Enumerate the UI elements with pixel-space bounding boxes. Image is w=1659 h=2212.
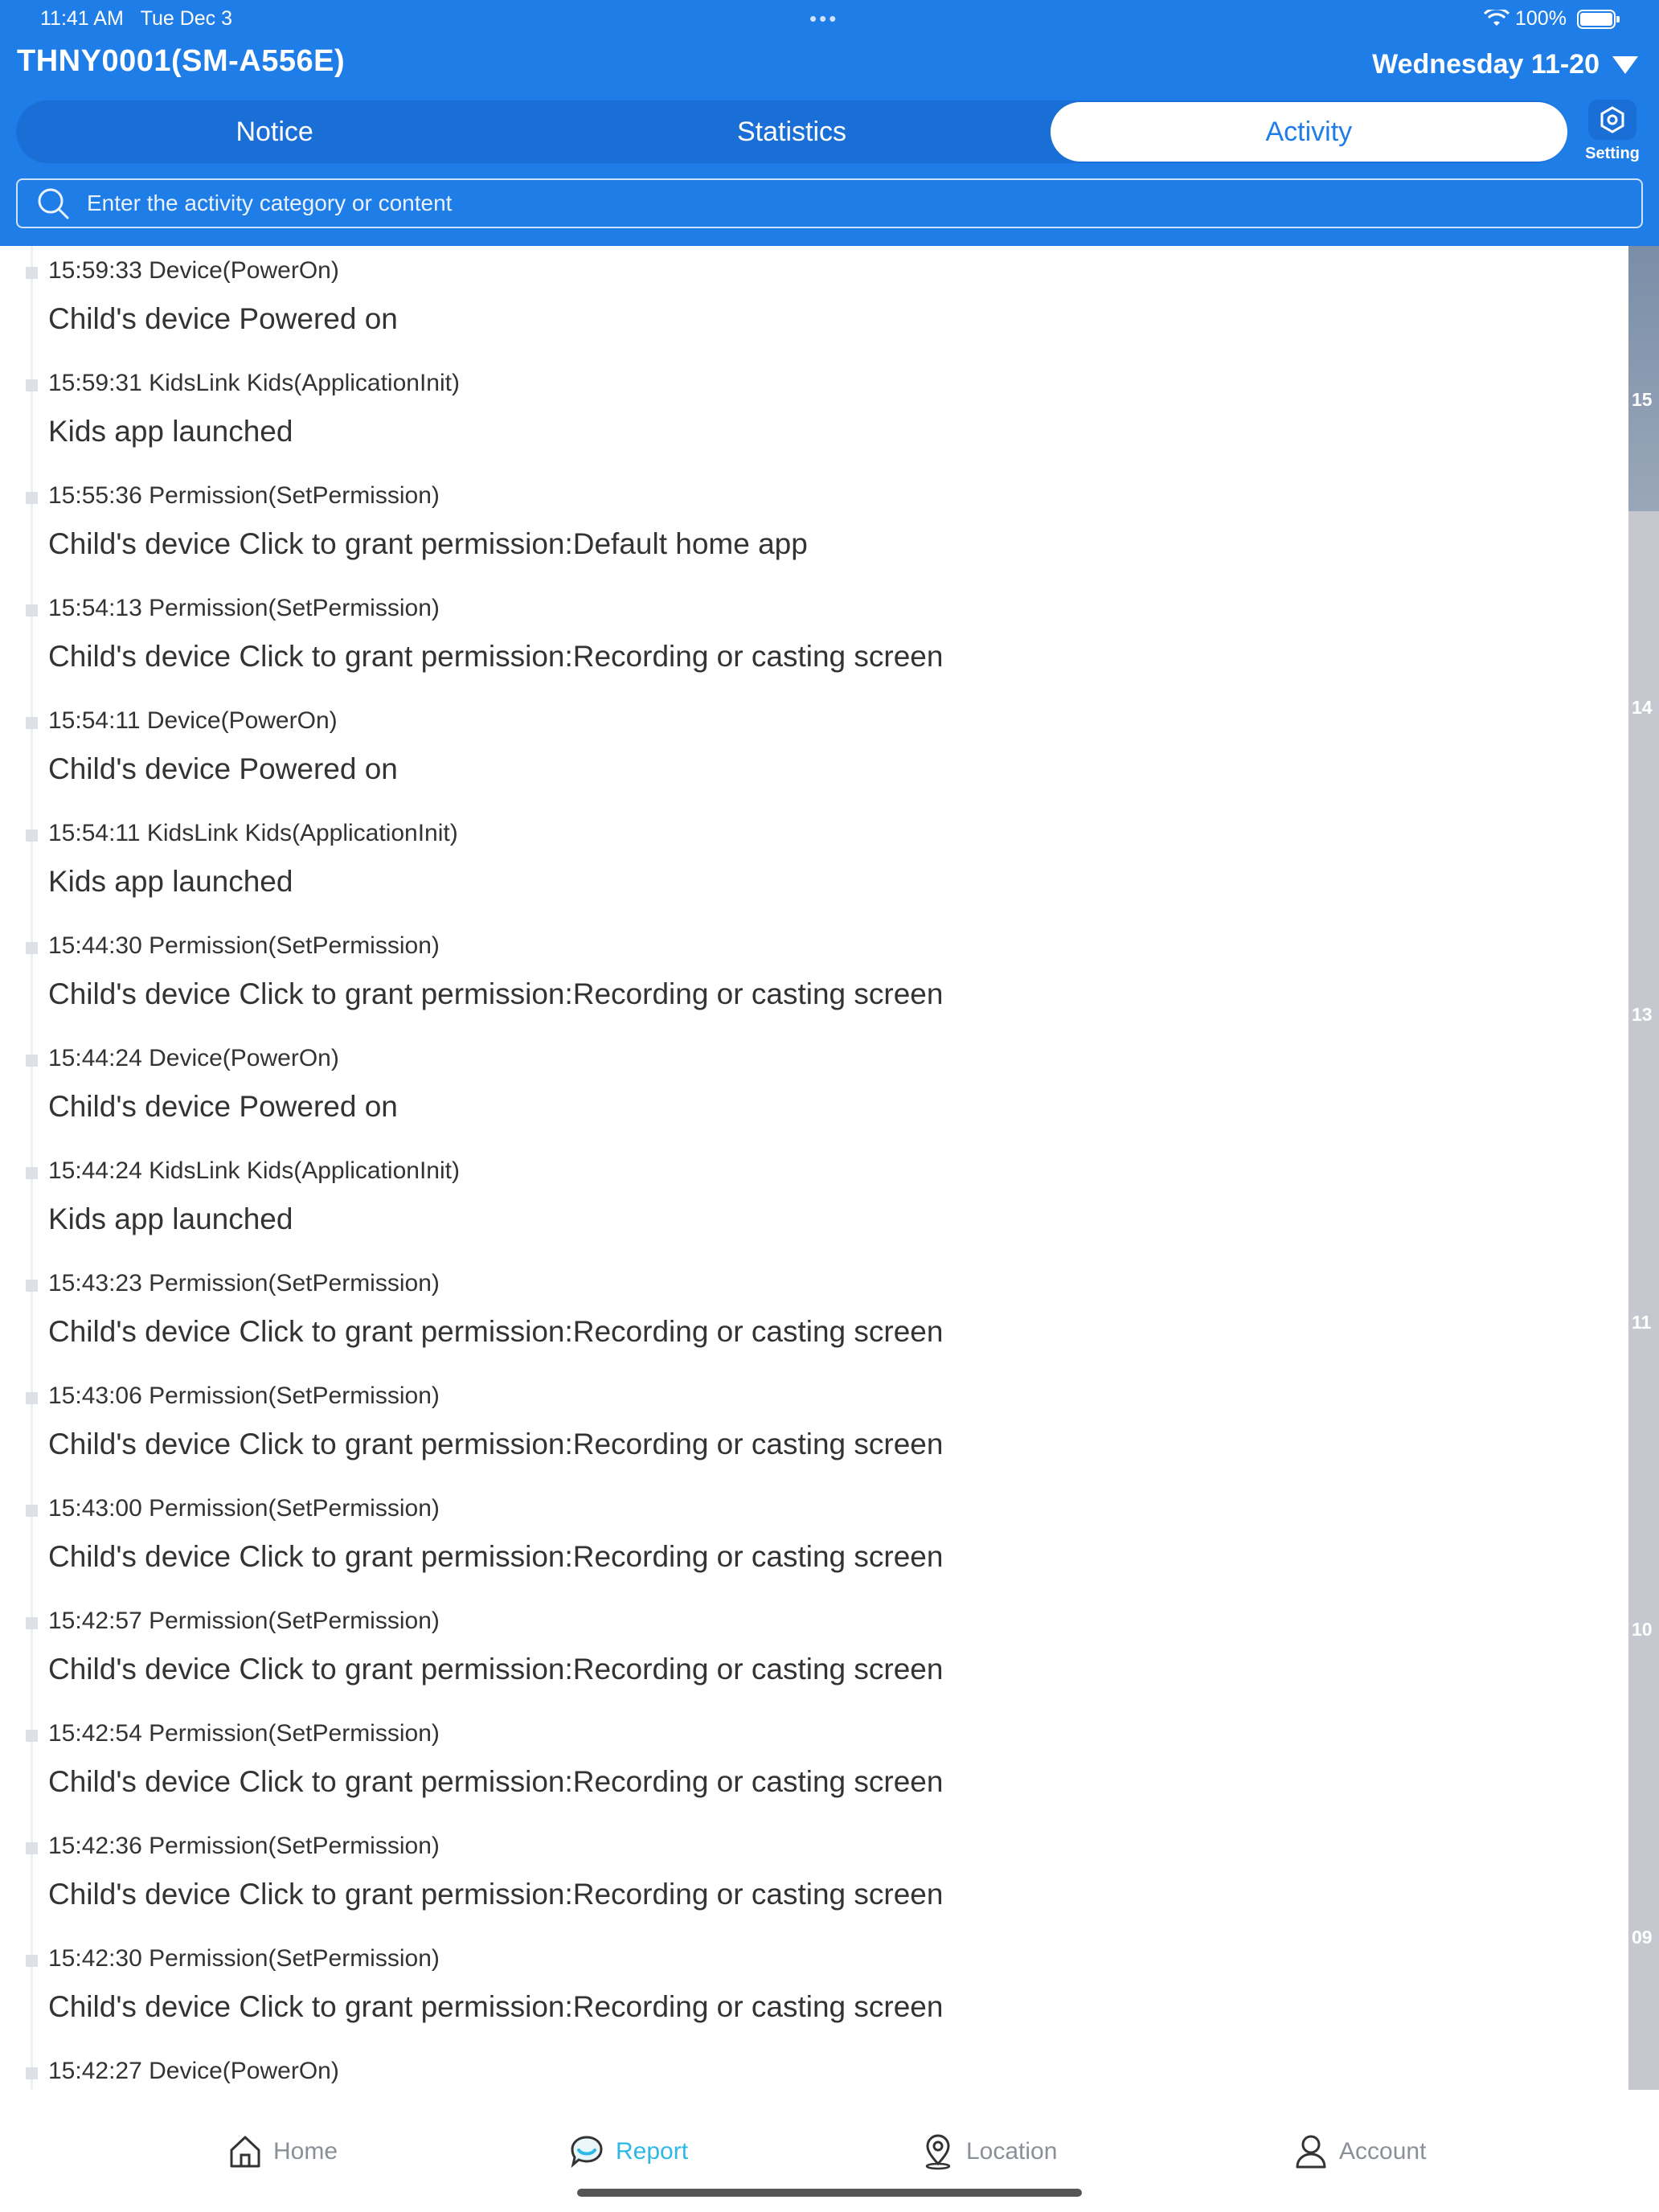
timeline-dot-icon: [26, 1280, 38, 1292]
hour-label[interactable]: 15: [1632, 389, 1653, 410]
gear-icon: [1588, 100, 1636, 140]
activity-header: 15:54:11 KidsLink Kids(ApplicationInit): [48, 820, 458, 846]
activity-item[interactable]: [16, 1934, 1616, 2046]
activity-header: 15:44:24 Device(PowerOn): [48, 1045, 339, 1071]
timeline-dot-icon: [26, 1167, 38, 1179]
hour-label[interactable]: 11: [1632, 1312, 1652, 1333]
status-bar: [0, 0, 1659, 39]
activity-description: Child's device Click to grant permission:Recording or casting screen: [48, 1990, 944, 2023]
activity-header: 15:43:06 Permission(SetPermission): [48, 1382, 440, 1409]
activity-header: 15:43:23 Permission(SetPermission): [48, 1270, 440, 1296]
activity-description: Child's device Click to grant permission:Default home app: [48, 527, 808, 560]
timeline-dot-icon: [26, 267, 38, 279]
timeline-dot-icon: [26, 1730, 38, 1742]
hour-index-rail[interactable]: [1628, 246, 1659, 2090]
activity-item[interactable]: [16, 584, 1616, 696]
activity-header: 15:59:31 KidsLink Kids(ApplicationInit): [48, 370, 460, 396]
timeline-dot-icon: [26, 1955, 38, 1967]
search-input[interactable]: [71, 180, 1641, 227]
app-header: [0, 0, 1659, 246]
nav-account[interactable]: [1294, 2130, 1426, 2173]
timeline-dot-icon: [26, 2067, 38, 2079]
activity-description: Child's device Powered on: [48, 752, 398, 785]
activity-description: Child's device Click to grant permission:Recording or casting screen: [48, 1315, 944, 1348]
timeline-dot-icon: [26, 942, 38, 954]
activity-description: Kids app launched: [48, 865, 293, 898]
hour-label[interactable]: 13: [1632, 1004, 1653, 1025]
date-selector[interactable]: [1372, 49, 1638, 80]
date-label: Wednesday 11-20: [1372, 49, 1600, 80]
activity-item[interactable]: [16, 1596, 1616, 1709]
tab-activity[interactable]: Activity: [1051, 102, 1567, 162]
activity-item[interactable]: [16, 471, 1616, 584]
status-time: [40, 7, 232, 31]
nav-home-label: Home: [273, 2138, 338, 2165]
timeline-dot-icon: [26, 1055, 38, 1067]
hour-label[interactable]: 09: [1632, 1927, 1653, 1948]
timeline-dot-icon: [26, 830, 38, 842]
activity-header: 15:54:11 Device(PowerOn): [48, 707, 338, 734]
activity-header: 15:42:30 Permission(SetPermission): [48, 1945, 440, 1972]
activity-item[interactable]: [16, 921, 1616, 1034]
activity-header: 15:42:36 Permission(SetPermission): [48, 1833, 440, 1859]
activity-description: Child's device Click to grant permission:Recording or casting screen: [48, 1653, 944, 1686]
device-title[interactable]: THNY0001(SM-A556E): [17, 44, 346, 78]
chevron-down-icon: [1612, 56, 1638, 74]
timeline-dot-icon: [26, 717, 38, 729]
timeline-dot-icon: [26, 1392, 38, 1404]
timeline-dot-icon: [26, 1842, 38, 1854]
home-icon: [228, 2134, 262, 2169]
nav-account-label: Account: [1339, 2138, 1427, 2165]
activity-item[interactable]: [16, 1484, 1616, 1596]
location-pin-icon: [921, 2133, 955, 2170]
activity-item[interactable]: [16, 1371, 1616, 1484]
nav-location[interactable]: [921, 2130, 1057, 2173]
battery-percent: 100%: [1515, 7, 1567, 30]
activity-header: 15:55:36 Permission(SetPermission): [48, 482, 440, 509]
activity-description: Child's device Click to grant permission:Recording or casting screen: [48, 977, 944, 1010]
activity-item[interactable]: [16, 2046, 1616, 2090]
status-date: Tue Dec 3: [140, 7, 233, 30]
search-icon: [35, 186, 71, 221]
nav-location-label: Location: [966, 2138, 1058, 2165]
activity-description: Kids app launched: [48, 1202, 293, 1235]
activity-description: Child's device Powered on: [48, 1090, 398, 1123]
activity-header: 15:42:54 Permission(SetPermission): [48, 1720, 440, 1747]
activity-description: Child's device Click to grant permission:Recording or casting screen: [48, 640, 944, 673]
timeline-dot-icon: [26, 1505, 38, 1517]
activity-item[interactable]: [16, 809, 1616, 921]
chat-bubble-icon: [569, 2134, 604, 2169]
bottom-nav: [0, 2106, 1659, 2212]
activity-header: 15:43:00 Permission(SetPermission): [48, 1495, 440, 1522]
nav-home[interactable]: [228, 2130, 338, 2173]
tab-statistics[interactable]: Statistics: [736, 116, 847, 147]
wifi-icon: [1484, 10, 1509, 27]
activity-item[interactable]: [16, 1821, 1616, 1934]
activity-description: Child's device Click to grant permission:Recording or casting screen: [48, 1878, 944, 1911]
person-icon: [1294, 2133, 1328, 2170]
activity-description: Child's device Click to grant permission:Recording or casting screen: [48, 1540, 944, 1573]
activity-description: Child's device Click to grant permission:Recording or casting screen: [48, 1428, 944, 1460]
activity-description: Child's device Click to grant permission:Recording or casting screen: [48, 1765, 944, 1798]
activity-description: Child's device Powered on: [48, 302, 398, 335]
activity-item[interactable]: [16, 1146, 1616, 1259]
segment-tabs: [16, 100, 1567, 163]
search-bar[interactable]: [16, 178, 1643, 228]
timeline-dot-icon: [26, 604, 38, 616]
activity-description: Kids app launched: [48, 415, 293, 448]
activity-header: 15:59:33 Device(PowerOn): [48, 257, 339, 284]
nav-report-label: Report: [616, 2138, 689, 2165]
activity-list[interactable]: [16, 246, 1627, 2090]
activity-header: 15:44:24 KidsLink Kids(ApplicationInit): [48, 1157, 460, 1184]
status-clock: 11:41 AM: [40, 7, 124, 30]
hour-label[interactable]: 14: [1632, 697, 1653, 718]
timeline-dot-icon: [26, 492, 38, 504]
activity-header: 15:44:30 Permission(SetPermission): [48, 932, 440, 959]
activity-item[interactable]: [16, 696, 1616, 809]
timeline-dot-icon: [26, 379, 38, 391]
setting-label: Setting: [1585, 145, 1640, 162]
activity-item[interactable]: [16, 1259, 1616, 1371]
multitask-dots-icon[interactable]: •••: [809, 6, 839, 31]
nav-report[interactable]: [569, 2130, 688, 2173]
timeline-dot-icon: [26, 1617, 38, 1629]
setting-button[interactable]: [1580, 100, 1645, 167]
activity-header: 15:54:13 Permission(SetPermission): [48, 595, 440, 621]
scroll-thumb[interactable]: [1628, 246, 1659, 511]
battery-icon: [1577, 10, 1616, 29]
activity-item[interactable]: [16, 1034, 1616, 1146]
activity-header: 15:42:27 Device(PowerOn): [48, 2058, 339, 2084]
hour-label[interactable]: 10: [1632, 1619, 1653, 1640]
activity-header: 15:42:57 Permission(SetPermission): [48, 1608, 440, 1634]
tab-notice[interactable]: Notice: [236, 116, 313, 147]
home-indicator[interactable]: [577, 2189, 1082, 2197]
activity-item[interactable]: [16, 246, 1616, 358]
activity-item[interactable]: [16, 1709, 1616, 1821]
activity-item[interactable]: [16, 358, 1616, 471]
